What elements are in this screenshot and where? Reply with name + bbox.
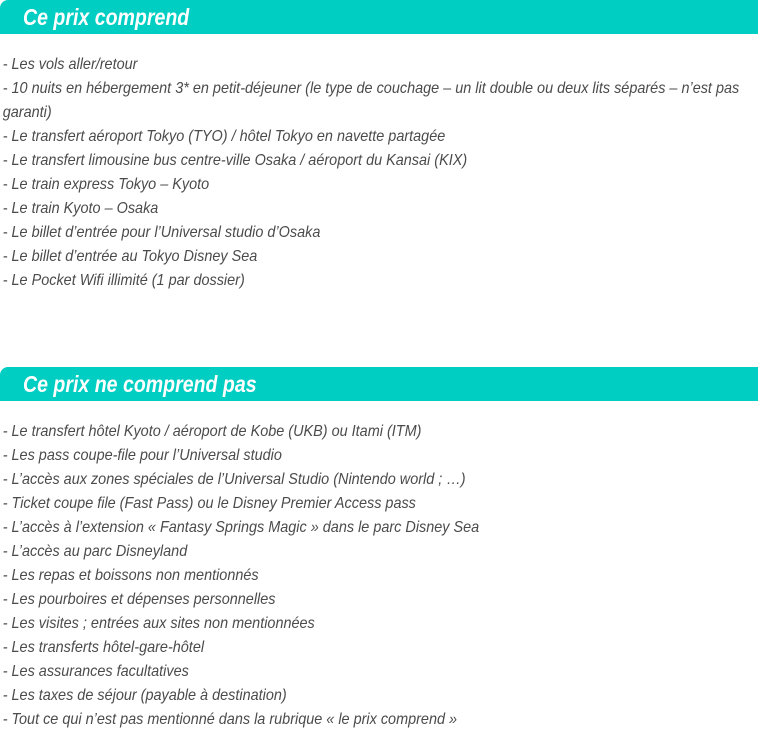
section-price-included — [0, 0, 758, 293]
list-item: - Les pass coupe-file pour l’Universal studio — [2, 447, 282, 464]
section-title-included: Ce prix comprend — [23, 3, 190, 30]
list-item: - Le train express Tokyo – Kyoto — [2, 176, 210, 193]
section-price-not-included — [0, 367, 758, 732]
list-item: - Les taxes de séjour (payable à destination) — [2, 687, 287, 704]
list-item: - Les assurances facultatives — [2, 663, 189, 680]
list-item: - Le transfert aéroport Tokyo (TYO) / hôtel Tokyo en navette partagée — [2, 128, 446, 145]
list-item: - 10 nuits en hébergement 3* en petit-déjeuner (le type de couchage – un lit double ou deux lits séparés – n’est pas garanti) — [2, 80, 740, 121]
included-items-list — [0, 53, 758, 293]
list-item: - Les repas et boissons non mentionnés — [2, 567, 259, 584]
list-item: - Les vols aller/retour — [2, 56, 138, 73]
not-included-items-list — [0, 420, 758, 732]
list-item: - Le billet d’entrée au Tokyo Disney Sea — [2, 248, 258, 265]
list-item: - L’accès aux zones spéciales de l’Universal Studio (Nintendo world ; …) — [2, 471, 466, 488]
list-item: - Le transfert limousine bus centre-ville Osaka / aéroport du Kansai (KIX) — [2, 152, 468, 169]
list-item: - L’accès au parc Disneyland — [2, 543, 188, 560]
list-item: - Les pourboires et dépenses personnelles — [2, 591, 276, 608]
list-item: - Le transfert hôtel Kyoto / aéroport de Kobe (UKB) ou Itami (ITM) — [2, 423, 422, 440]
list-item: - Le billet d’entrée pour l’Universal studio d’Osaka — [2, 224, 321, 241]
section-title-not-included: Ce prix ne comprend pas — [23, 370, 257, 397]
list-item: - Le Pocket Wifi illimité (1 par dossier) — [2, 272, 245, 289]
section-header-not-included — [0, 367, 758, 401]
list-item: - Tout ce qui n’est pas mentionné dans la rubrique « le prix comprend » — [2, 711, 458, 728]
list-item: - Les transferts hôtel-gare-hôtel — [2, 639, 205, 656]
list-item: - Le train Kyoto – Osaka — [2, 200, 159, 217]
section-header-included — [0, 0, 758, 34]
list-item: - Les visites ; entrées aux sites non mentionnées — [2, 615, 315, 632]
list-item: - Ticket coupe file (Fast Pass) ou le Disney Premier Access pass — [2, 495, 416, 512]
list-item: - L’accès à l’extension « Fantasy Springs Magic » dans le parc Disney Sea — [2, 519, 480, 536]
